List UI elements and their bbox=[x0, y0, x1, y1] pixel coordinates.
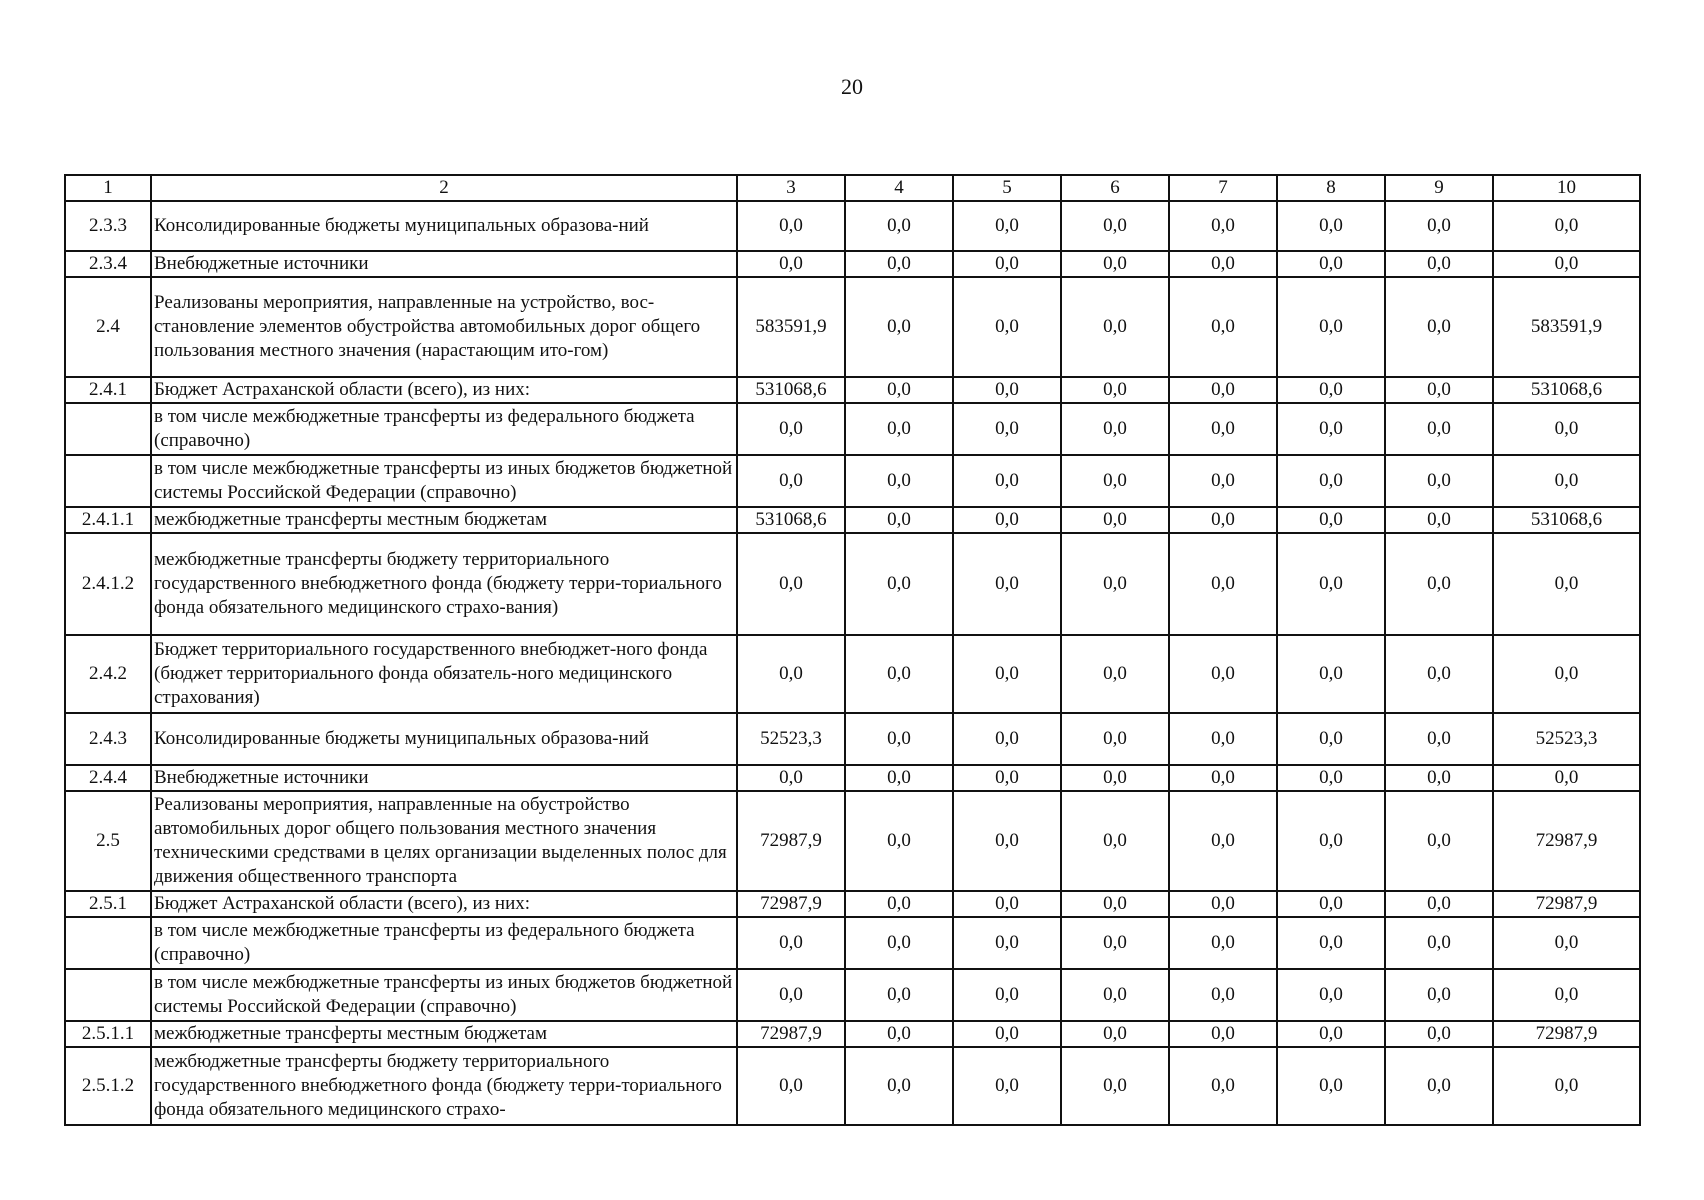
table-row bbox=[65, 201, 1640, 251]
column-header: 3 bbox=[737, 175, 845, 201]
row-value-col-6: 0,0 bbox=[1061, 455, 1169, 507]
row-value-col-5: 0,0 bbox=[953, 377, 1061, 403]
row-value-col-3: 0,0 bbox=[737, 635, 845, 713]
row-description: Реализованы мероприятия, направленные на устройство, вос-становление элементов обустройства автомобильных дорог общего пользования местного значения (нарастающим ито-гом) bbox=[151, 277, 737, 377]
row-value-col-3: 0,0 bbox=[737, 917, 845, 969]
table-row bbox=[65, 403, 1640, 455]
row-value-col-3: 72987,9 bbox=[737, 891, 845, 917]
row-value-col-5: 0,0 bbox=[953, 277, 1061, 377]
row-value-col-10: 0,0 bbox=[1493, 201, 1640, 251]
row-value-col-6: 0,0 bbox=[1061, 1047, 1169, 1125]
table-row bbox=[65, 1047, 1640, 1125]
row-value-col-7: 0,0 bbox=[1169, 455, 1277, 507]
table-row bbox=[65, 969, 1640, 1021]
page-number: 20 bbox=[841, 74, 863, 99]
row-value-col-9: 0,0 bbox=[1385, 791, 1493, 891]
row-code: 2.4.1 bbox=[65, 377, 151, 403]
row-value-col-7: 0,0 bbox=[1169, 713, 1277, 765]
column-header: 6 bbox=[1061, 175, 1169, 201]
row-value-col-4: 0,0 bbox=[845, 713, 953, 765]
row-value-col-10: 0,0 bbox=[1493, 1047, 1640, 1125]
row-value-col-4: 0,0 bbox=[845, 969, 953, 1021]
row-value-col-4: 0,0 bbox=[845, 791, 953, 891]
row-value-col-10: 72987,9 bbox=[1493, 791, 1640, 891]
row-value-col-9: 0,0 bbox=[1385, 403, 1493, 455]
row-value-col-3: 0,0 bbox=[737, 765, 845, 791]
row-value-col-6: 0,0 bbox=[1061, 403, 1169, 455]
table-row bbox=[65, 891, 1640, 917]
table-row bbox=[65, 507, 1640, 533]
row-description: Внебюджетные источники bbox=[151, 765, 737, 791]
row-value-col-7: 0,0 bbox=[1169, 377, 1277, 403]
row-value-col-5: 0,0 bbox=[953, 969, 1061, 1021]
row-value-col-5: 0,0 bbox=[953, 635, 1061, 713]
row-value-col-8: 0,0 bbox=[1277, 533, 1385, 635]
table-row bbox=[65, 635, 1640, 713]
row-value-col-6: 0,0 bbox=[1061, 635, 1169, 713]
row-value-col-8: 0,0 bbox=[1277, 765, 1385, 791]
row-value-col-8: 0,0 bbox=[1277, 377, 1385, 403]
column-number-row bbox=[65, 175, 1640, 201]
row-value-col-7: 0,0 bbox=[1169, 1047, 1277, 1125]
row-value-col-9: 0,0 bbox=[1385, 635, 1493, 713]
row-value-col-3: 0,0 bbox=[737, 969, 845, 1021]
row-code: 2.5.1 bbox=[65, 891, 151, 917]
row-value-col-6: 0,0 bbox=[1061, 533, 1169, 635]
row-value-col-5: 0,0 bbox=[953, 455, 1061, 507]
table-row bbox=[65, 251, 1640, 277]
row-value-col-4: 0,0 bbox=[845, 917, 953, 969]
row-value-col-7: 0,0 bbox=[1169, 277, 1277, 377]
row-value-col-4: 0,0 bbox=[845, 891, 953, 917]
column-header: 1 bbox=[65, 175, 151, 201]
row-value-col-9: 0,0 bbox=[1385, 713, 1493, 765]
row-value-col-8: 0,0 bbox=[1277, 917, 1385, 969]
row-value-col-10: 0,0 bbox=[1493, 251, 1640, 277]
row-value-col-10: 0,0 bbox=[1493, 765, 1640, 791]
row-value-col-8: 0,0 bbox=[1277, 891, 1385, 917]
row-description: межбюджетные трансферты местным бюджетам bbox=[151, 507, 737, 533]
table-row bbox=[65, 713, 1640, 765]
row-value-col-3: 0,0 bbox=[737, 1047, 845, 1125]
row-value-col-4: 0,0 bbox=[845, 765, 953, 791]
row-value-col-9: 0,0 bbox=[1385, 891, 1493, 917]
row-description: в том числе межбюджетные трансферты из иных бюджетов бюджетной системы Российской Федерации (справочно) bbox=[151, 455, 737, 507]
row-value-col-7: 0,0 bbox=[1169, 791, 1277, 891]
row-description: межбюджетные трансферты местным бюджетам bbox=[151, 1021, 737, 1047]
column-header: 10 bbox=[1493, 175, 1640, 201]
row-value-col-7: 0,0 bbox=[1169, 917, 1277, 969]
row-code: 2.5.1.2 bbox=[65, 1047, 151, 1125]
row-value-col-5: 0,0 bbox=[953, 507, 1061, 533]
column-header: 4 bbox=[845, 175, 953, 201]
row-value-col-9: 0,0 bbox=[1385, 251, 1493, 277]
row-value-col-8: 0,0 bbox=[1277, 635, 1385, 713]
row-value-col-4: 0,0 bbox=[845, 1021, 953, 1047]
row-code: 2.4.1.2 bbox=[65, 533, 151, 635]
row-value-col-4: 0,0 bbox=[845, 277, 953, 377]
row-value-col-3: 531068,6 bbox=[737, 377, 845, 403]
row-value-col-5: 0,0 bbox=[953, 251, 1061, 277]
row-value-col-9: 0,0 bbox=[1385, 377, 1493, 403]
row-code bbox=[65, 403, 151, 455]
table-row bbox=[65, 377, 1640, 403]
row-description: Консолидированные бюджеты муниципальных образова-ний bbox=[151, 201, 737, 251]
row-value-col-3: 0,0 bbox=[737, 251, 845, 277]
row-value-col-9: 0,0 bbox=[1385, 917, 1493, 969]
table-row bbox=[65, 917, 1640, 969]
row-value-col-9: 0,0 bbox=[1385, 507, 1493, 533]
table-row bbox=[65, 277, 1640, 377]
row-value-col-10: 0,0 bbox=[1493, 455, 1640, 507]
row-value-col-5: 0,0 bbox=[953, 891, 1061, 917]
row-value-col-4: 0,0 bbox=[845, 455, 953, 507]
row-value-col-7: 0,0 bbox=[1169, 533, 1277, 635]
row-value-col-8: 0,0 bbox=[1277, 1021, 1385, 1047]
row-description: Реализованы мероприятия, направленные на обустройство автомобильных дорог общего пользования местного значения техническими средствами в целях организации выделенных полос для движения общественного транспорта bbox=[151, 791, 737, 891]
table-body bbox=[65, 201, 1640, 1125]
row-value-col-7: 0,0 bbox=[1169, 765, 1277, 791]
row-value-col-6: 0,0 bbox=[1061, 917, 1169, 969]
row-value-col-8: 0,0 bbox=[1277, 455, 1385, 507]
row-value-col-6: 0,0 bbox=[1061, 791, 1169, 891]
row-value-col-6: 0,0 bbox=[1061, 277, 1169, 377]
row-value-col-9: 0,0 bbox=[1385, 455, 1493, 507]
table-row bbox=[65, 791, 1640, 891]
row-value-col-9: 0,0 bbox=[1385, 277, 1493, 377]
row-value-col-10: 72987,9 bbox=[1493, 1021, 1640, 1047]
row-value-col-5: 0,0 bbox=[953, 917, 1061, 969]
row-value-col-9: 0,0 bbox=[1385, 1021, 1493, 1047]
row-value-col-6: 0,0 bbox=[1061, 713, 1169, 765]
row-value-col-7: 0,0 bbox=[1169, 251, 1277, 277]
row-value-col-5: 0,0 bbox=[953, 1021, 1061, 1047]
row-value-col-5: 0,0 bbox=[953, 791, 1061, 891]
column-header: 2 bbox=[151, 175, 737, 201]
row-value-col-5: 0,0 bbox=[953, 533, 1061, 635]
row-value-col-5: 0,0 bbox=[953, 201, 1061, 251]
row-value-col-3: 0,0 bbox=[737, 201, 845, 251]
row-value-col-7: 0,0 bbox=[1169, 201, 1277, 251]
row-value-col-10: 0,0 bbox=[1493, 917, 1640, 969]
table-row bbox=[65, 765, 1640, 791]
row-value-col-4: 0,0 bbox=[845, 1047, 953, 1125]
row-value-col-8: 0,0 bbox=[1277, 1047, 1385, 1125]
row-value-col-4: 0,0 bbox=[845, 201, 953, 251]
column-header: 8 bbox=[1277, 175, 1385, 201]
row-code: 2.5.1.1 bbox=[65, 1021, 151, 1047]
row-value-col-4: 0,0 bbox=[845, 251, 953, 277]
row-value-col-6: 0,0 bbox=[1061, 251, 1169, 277]
row-code: 2.4.1.1 bbox=[65, 507, 151, 533]
row-description: Внебюджетные источники bbox=[151, 251, 737, 277]
column-header: 7 bbox=[1169, 175, 1277, 201]
column-header: 9 bbox=[1385, 175, 1493, 201]
row-value-col-3: 72987,9 bbox=[737, 1021, 845, 1047]
row-value-col-7: 0,0 bbox=[1169, 635, 1277, 713]
row-description: в том числе межбюджетные трансферты из иных бюджетов бюджетной системы Российской Федерации (справочно) bbox=[151, 969, 737, 1021]
row-code: 2.4.2 bbox=[65, 635, 151, 713]
row-value-col-8: 0,0 bbox=[1277, 713, 1385, 765]
row-value-col-9: 0,0 bbox=[1385, 969, 1493, 1021]
row-value-col-10: 0,0 bbox=[1493, 533, 1640, 635]
row-value-col-3: 583591,9 bbox=[737, 277, 845, 377]
row-value-col-3: 72987,9 bbox=[737, 791, 845, 891]
row-value-col-6: 0,0 bbox=[1061, 891, 1169, 917]
row-description: Бюджет территориального государственного внебюджет-ного фонда (бюджет территориального фонда обязатель-ного медицинского страхования) bbox=[151, 635, 737, 713]
row-value-col-5: 0,0 bbox=[953, 1047, 1061, 1125]
row-description: межбюджетные трансферты бюджету территориального государственного внебюджетного фонда (бюджету терри-ториального фонда обязательного медицинского страхо-вания) bbox=[151, 533, 737, 635]
row-value-col-9: 0,0 bbox=[1385, 1047, 1493, 1125]
row-value-col-3: 0,0 bbox=[737, 403, 845, 455]
row-value-col-3: 0,0 bbox=[737, 533, 845, 635]
row-code: 2.5 bbox=[65, 791, 151, 891]
row-value-col-8: 0,0 bbox=[1277, 403, 1385, 455]
row-value-col-5: 0,0 bbox=[953, 403, 1061, 455]
row-value-col-9: 0,0 bbox=[1385, 765, 1493, 791]
row-description: в том числе межбюджетные трансферты из федерального бюджета (справочно) bbox=[151, 917, 737, 969]
row-value-col-3: 531068,6 bbox=[737, 507, 845, 533]
row-description: в том числе межбюджетные трансферты из федерального бюджета (справочно) bbox=[151, 403, 737, 455]
row-value-col-10: 0,0 bbox=[1493, 969, 1640, 1021]
row-value-col-8: 0,0 bbox=[1277, 201, 1385, 251]
row-value-col-4: 0,0 bbox=[845, 635, 953, 713]
row-value-col-10: 0,0 bbox=[1493, 635, 1640, 713]
row-value-col-7: 0,0 bbox=[1169, 1021, 1277, 1047]
row-value-col-8: 0,0 bbox=[1277, 277, 1385, 377]
row-value-col-6: 0,0 bbox=[1061, 507, 1169, 533]
row-value-col-9: 0,0 bbox=[1385, 533, 1493, 635]
row-value-col-6: 0,0 bbox=[1061, 201, 1169, 251]
row-value-col-6: 0,0 bbox=[1061, 1021, 1169, 1047]
row-value-col-8: 0,0 bbox=[1277, 507, 1385, 533]
row-value-col-3: 0,0 bbox=[737, 455, 845, 507]
row-value-col-7: 0,0 bbox=[1169, 507, 1277, 533]
row-value-col-6: 0,0 bbox=[1061, 377, 1169, 403]
row-value-col-4: 0,0 bbox=[845, 507, 953, 533]
row-code: 2.4.4 bbox=[65, 765, 151, 791]
row-value-col-7: 0,0 bbox=[1169, 969, 1277, 1021]
table-row bbox=[65, 1021, 1640, 1047]
row-value-col-7: 0,0 bbox=[1169, 891, 1277, 917]
row-value-col-5: 0,0 bbox=[953, 713, 1061, 765]
row-value-col-8: 0,0 bbox=[1277, 791, 1385, 891]
row-description: Бюджет Астраханской области (всего), из них: bbox=[151, 891, 737, 917]
row-value-col-10: 0,0 bbox=[1493, 403, 1640, 455]
row-value-col-6: 0,0 bbox=[1061, 969, 1169, 1021]
row-value-col-10: 52523,3 bbox=[1493, 713, 1640, 765]
row-value-col-8: 0,0 bbox=[1277, 251, 1385, 277]
row-value-col-5: 0,0 bbox=[953, 765, 1061, 791]
row-value-col-3: 52523,3 bbox=[737, 713, 845, 765]
row-code bbox=[65, 455, 151, 507]
row-value-col-4: 0,0 bbox=[845, 377, 953, 403]
row-code: 2.3.4 bbox=[65, 251, 151, 277]
row-description: Консолидированные бюджеты муниципальных образова-ний bbox=[151, 713, 737, 765]
row-value-col-10: 583591,9 bbox=[1493, 277, 1640, 377]
table-row bbox=[65, 455, 1640, 507]
row-code: 2.3.3 bbox=[65, 201, 151, 251]
row-description: Бюджет Астраханской области (всего), из них: bbox=[151, 377, 737, 403]
row-value-col-4: 0,0 bbox=[845, 533, 953, 635]
row-value-col-7: 0,0 bbox=[1169, 403, 1277, 455]
row-code bbox=[65, 917, 151, 969]
table-row bbox=[65, 533, 1640, 635]
row-value-col-10: 531068,6 bbox=[1493, 507, 1640, 533]
row-value-col-10: 72987,9 bbox=[1493, 891, 1640, 917]
row-code: 2.4 bbox=[65, 277, 151, 377]
budget-table bbox=[64, 174, 1641, 1126]
row-code bbox=[65, 969, 151, 1021]
row-description: межбюджетные трансферты бюджету территориального государственного внебюджетного фонда (бюджету терри-ториального фонда обязательного медицинского страхо- bbox=[151, 1047, 737, 1125]
column-header: 5 bbox=[953, 175, 1061, 201]
row-value-col-4: 0,0 bbox=[845, 403, 953, 455]
row-value-col-10: 531068,6 bbox=[1493, 377, 1640, 403]
row-value-col-9: 0,0 bbox=[1385, 201, 1493, 251]
row-value-col-6: 0,0 bbox=[1061, 765, 1169, 791]
row-code: 2.4.3 bbox=[65, 713, 151, 765]
row-value-col-8: 0,0 bbox=[1277, 969, 1385, 1021]
